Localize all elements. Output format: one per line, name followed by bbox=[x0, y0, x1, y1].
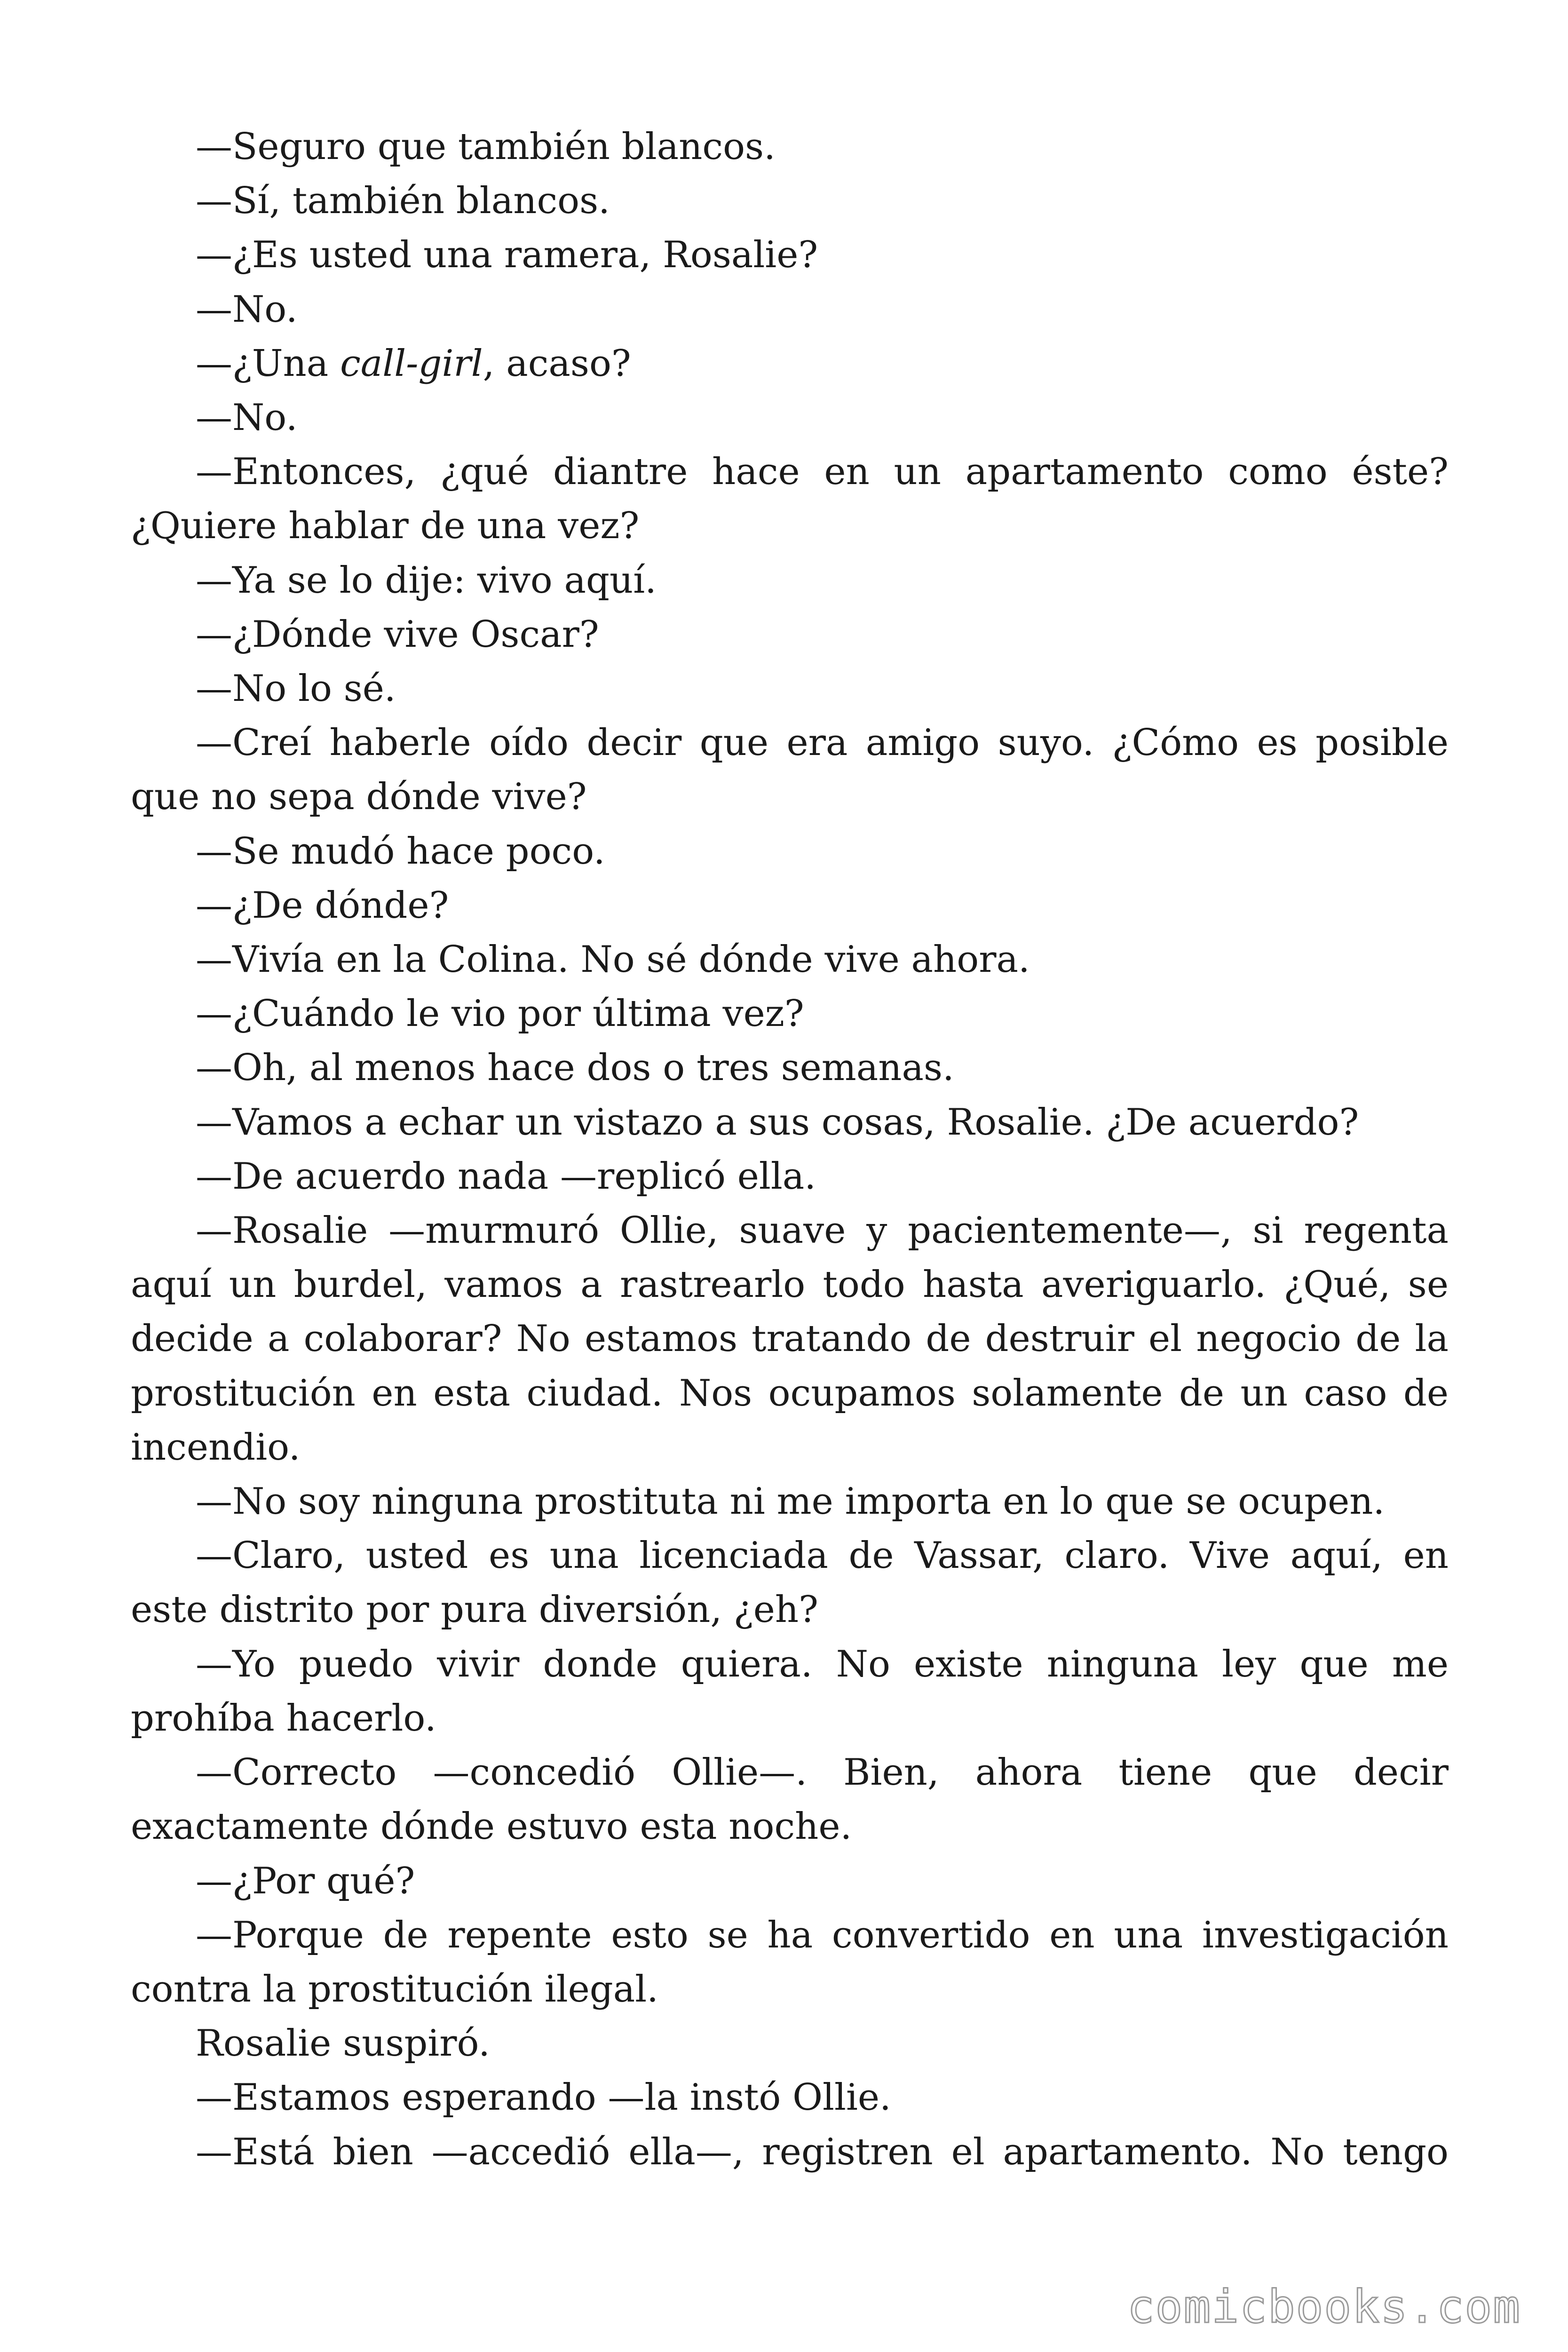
paragraph: —¿Es usted una ramera, Rosalie? bbox=[196, 234, 818, 277]
paragraph: —Rosalie —murmuró Ollie, suave y pacientemente—, si regenta aquí un burdel, vamos a rastrearlo todo hasta averiguarlo. ¿Qué, se decide a colaborar? No estamos tratando de destruir el negocio de la prostitución en esta ciudad. Nos ocupamos solamente de un caso de incendio. bbox=[131, 1209, 1449, 1469]
paragraph: —Claro, usted es una licenciada de Vassar, claro. Vive aquí, en este distrito por pura diversión, ¿eh? bbox=[131, 1534, 1449, 1631]
paragraph: —Estamos esperando —la instó Ollie. bbox=[196, 2076, 891, 2119]
paragraph-callgirl bbox=[131, 337, 1449, 391]
paragraph: —Porque de repente esto se ha convertido en una investigación contra la prostitución ilegal. bbox=[131, 1914, 1449, 2010]
italic-text: call-girl bbox=[340, 342, 483, 385]
paragraph: —No lo sé. bbox=[196, 667, 396, 710]
paragraph: —¿Cuándo le vio por última vez? bbox=[196, 993, 804, 1035]
paragraph: —No soy ninguna prostituta ni me importa en lo que se ocupen. bbox=[196, 1480, 1385, 1523]
paragraph: —Correcto —concedió Ollie—. Bien, ahora tiene que decir exactamente dónde estuvo esta noche. bbox=[131, 1751, 1449, 1848]
paragraph: —Creí haberle oído decir que era amigo suyo. ¿Cómo es posible que no sepa dónde vive? bbox=[131, 722, 1449, 818]
paragraph: —Yo puedo vivir donde quiera. No existe ninguna ley que me prohíba hacerlo. bbox=[131, 1643, 1449, 1740]
paragraph: —Vamos a echar un vistazo a sus cosas, Rosalie. ¿De acuerdo? bbox=[196, 1101, 1359, 1144]
paragraph: —No. bbox=[196, 397, 298, 439]
paragraph: —Sí, también blancos. bbox=[196, 180, 610, 222]
paragraph-text: , acaso? bbox=[483, 342, 631, 385]
paragraph: —¿Por qué? bbox=[196, 1859, 415, 1902]
paragraph: —Está bien —accedió ella—, registren el apartamento. No tengo bbox=[196, 2130, 1449, 2173]
paragraph: —Se mudó hace poco. bbox=[196, 830, 605, 873]
paragraph: —Oh, al menos hace dos o tres semanas. bbox=[196, 1047, 954, 1089]
paragraph: Rosalie suspiró. bbox=[196, 2022, 490, 2065]
paragraph-text: —¿Una bbox=[196, 342, 341, 385]
paragraph: —Ya se lo dije: vivo aquí. bbox=[196, 559, 657, 602]
body-text bbox=[131, 120, 1449, 2179]
paragraph: —No. bbox=[196, 288, 298, 331]
paragraph: —Vivía en la Colina. No sé dónde vive ahora. bbox=[196, 938, 1030, 981]
paragraph: —Entonces, ¿qué diantre hace en un apartamento como éste? ¿Quiere hablar de una vez? bbox=[131, 451, 1449, 548]
paragraph: —¿Dónde vive Oscar? bbox=[196, 613, 599, 656]
watermark: comicbooks.com bbox=[1127, 2280, 1521, 2333]
paragraph: —De acuerdo nada —replicó ella. bbox=[196, 1155, 816, 1198]
paragraph: —Seguro que también blancos. bbox=[196, 126, 776, 168]
paragraph: —¿De dónde? bbox=[196, 884, 449, 927]
